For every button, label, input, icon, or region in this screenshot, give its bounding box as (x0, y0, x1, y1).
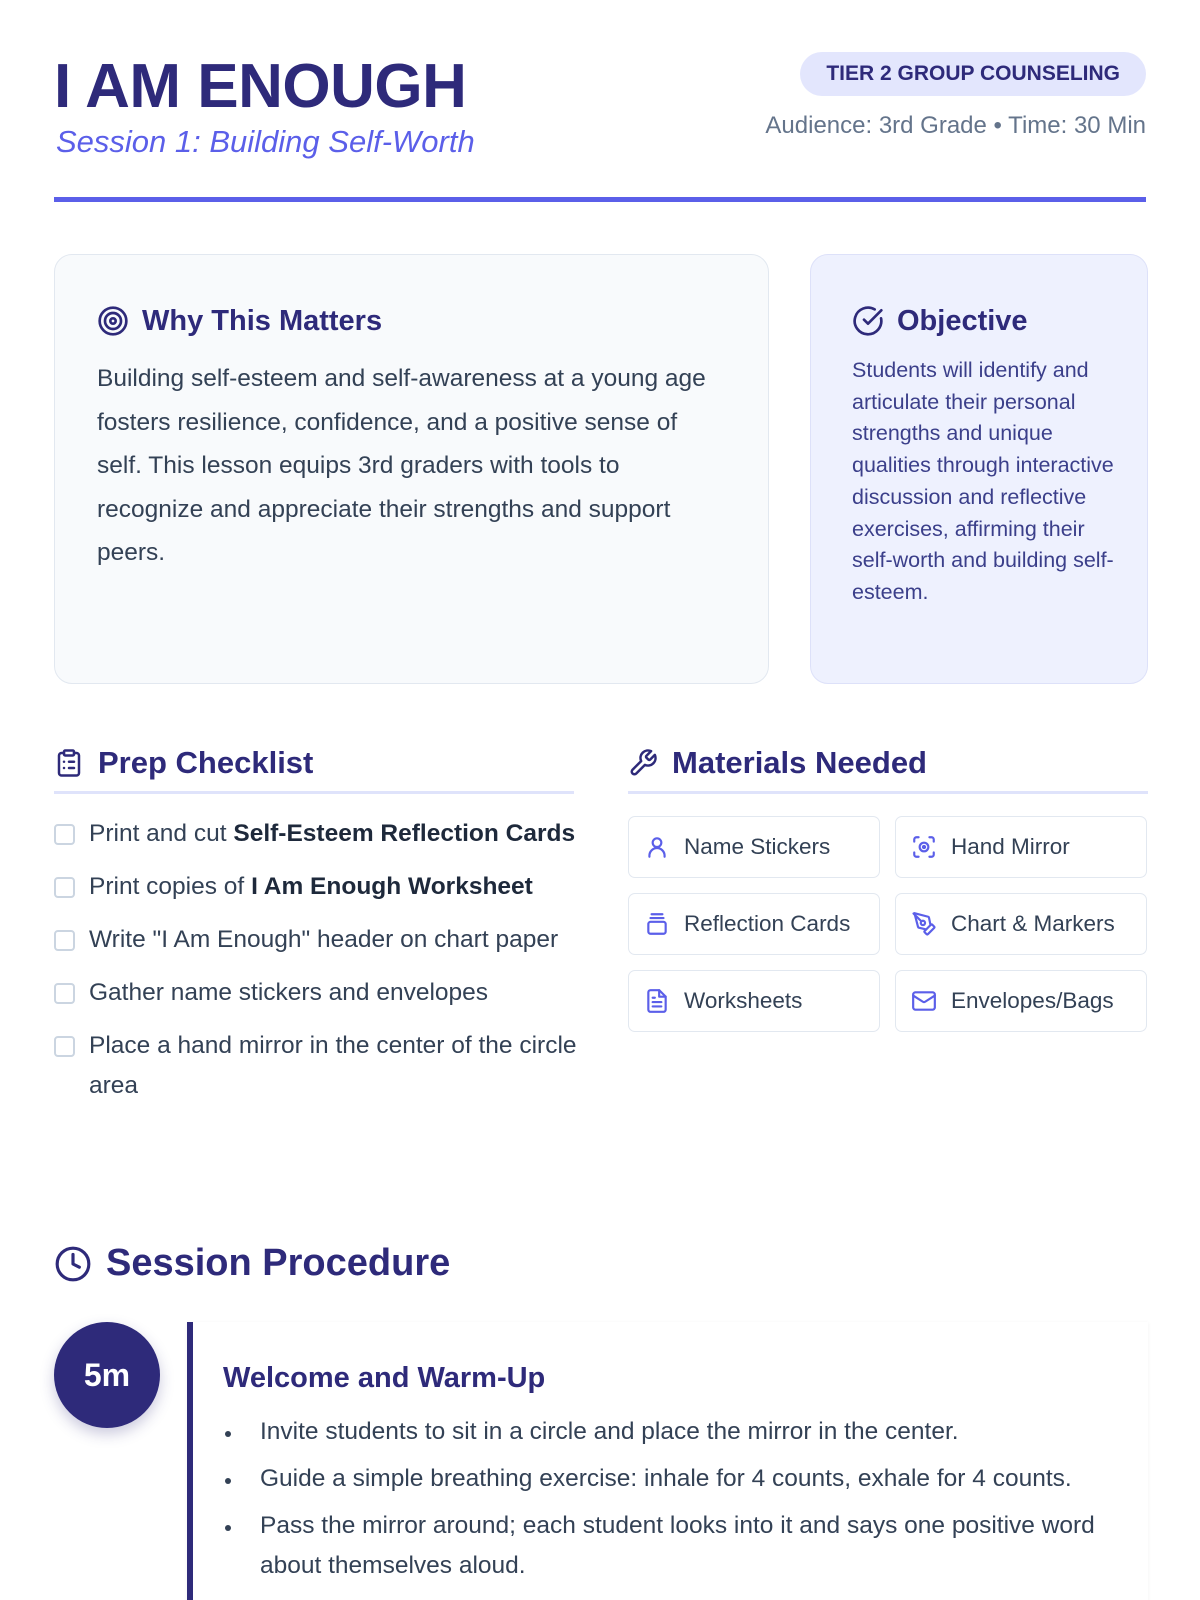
material-item (895, 970, 1147, 1032)
step-bullet: Invite students to sit in a circle and place the mirror in the center. (223, 1412, 1120, 1452)
target-icon (97, 305, 129, 337)
material-item (628, 893, 880, 955)
checklist-item-text: Print and cut Self-Esteem Reflection Cards (89, 820, 576, 847)
checklist-item-text: Place a hand mirror in the center of the circle area (89, 1032, 577, 1099)
objective-card (810, 254, 1148, 684)
checklist-item-text: Write "I Am Enough" header on chart paper (89, 926, 559, 953)
document-icon (644, 988, 670, 1014)
objective-text: Students will identify and articulate their personal strengths and unique qualities through interactive discussion and reflective exercises, affirming their self-worth and building self-esteem. (852, 358, 1114, 604)
session-procedure-heading: Session Procedure (106, 1242, 451, 1284)
checklist-item-text: Print copies of I Am Enough Worksheet (89, 873, 533, 900)
clipboard-icon (54, 748, 84, 778)
step-bullet: Pass the mirror around; each student looks into it and says one positive word about themselves aloud. (223, 1506, 1120, 1586)
step-duration-badge: 5m (54, 1322, 160, 1428)
checkbox[interactable] (54, 824, 75, 845)
checklist-item-text: Gather name stickers and envelopes (89, 979, 489, 1006)
why-this-matters-header (97, 299, 728, 343)
checkbox[interactable] (54, 930, 75, 951)
prep-checklist (54, 814, 584, 1119)
materials-needed-header (628, 738, 1148, 794)
page-header (54, 52, 1146, 202)
card-stack-icon (644, 911, 670, 937)
material-item (895, 893, 1147, 955)
clock-icon (54, 1245, 92, 1283)
material-label: Worksheets (684, 988, 803, 1013)
check-circle-icon (852, 305, 884, 337)
material-item (628, 816, 880, 878)
material-label: Reflection Cards (684, 911, 851, 936)
material-label: Name Stickers (684, 834, 831, 859)
session-procedure-header (54, 1242, 450, 1285)
prep-checklist-header (54, 738, 574, 794)
user-icon (644, 834, 670, 860)
materials-needed-heading: Materials Needed (672, 744, 927, 780)
pen-tool-icon (911, 911, 937, 937)
checklist-item[interactable] (54, 814, 584, 854)
checkbox[interactable] (54, 877, 75, 898)
prep-checklist-heading: Prep Checklist (98, 744, 314, 780)
material-item (628, 970, 880, 1032)
material-label: Hand Mirror (951, 834, 1070, 859)
page-subtitle: Session 1: Building Self-Worth (56, 124, 475, 159)
audience-time-info: Audience: 3rd Grade • Time: 30 Min (765, 112, 1146, 139)
envelope-icon (911, 988, 937, 1014)
objective-heading: Objective (897, 304, 1028, 337)
tier-badge: TIER 2 GROUP COUNSELING (800, 52, 1146, 96)
why-this-matters-heading: Why This Matters (142, 304, 383, 337)
checklist-item[interactable] (54, 867, 584, 907)
checklist-item[interactable] (54, 1026, 584, 1106)
step-bullet: Guide a simple breathing exercise: inhale for 4 counts, exhale for 4 counts. (223, 1459, 1120, 1499)
checkbox[interactable] (54, 1036, 75, 1057)
step-card (187, 1322, 1148, 1600)
page-title: I AM ENOUGH (54, 52, 467, 121)
materials-grid (628, 816, 1148, 1032)
material-item (895, 816, 1147, 878)
why-this-matters-card (54, 254, 769, 684)
wrench-icon (628, 748, 658, 778)
material-label: Envelopes/Bags (951, 988, 1114, 1013)
checklist-item[interactable] (54, 920, 584, 960)
material-label: Chart & Markers (951, 911, 1115, 936)
step-title: Welcome and Warm-Up (223, 1362, 546, 1394)
step-bullets (223, 1412, 1120, 1586)
objective-header (852, 299, 1117, 343)
scan-face-icon (911, 834, 937, 860)
checkbox[interactable] (54, 983, 75, 1004)
checklist-item[interactable] (54, 973, 584, 1013)
why-this-matters-text: Building self-esteem and self-awareness at a young age fosters resilience, confidence, and a positive sense of self. This lesson equips 3rd graders with tools to recognize and appreciate their strengths and support peers. (97, 365, 706, 566)
